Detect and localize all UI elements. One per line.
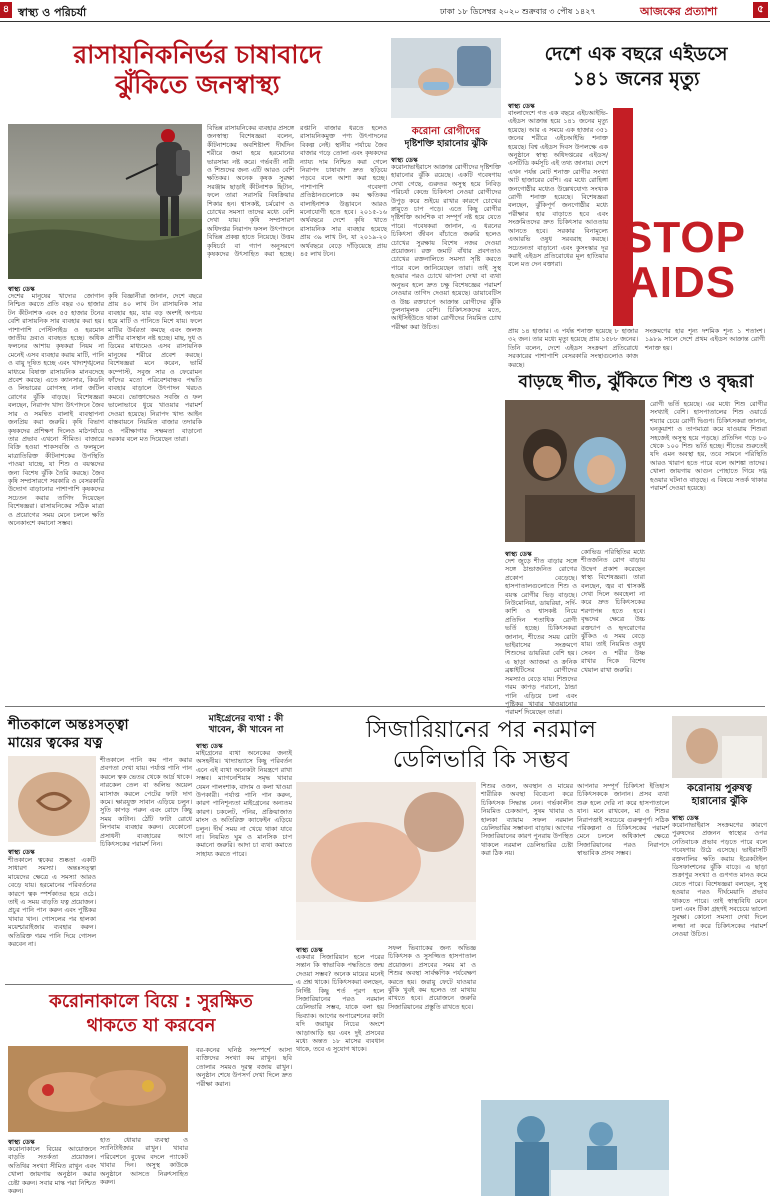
- article2-body-a: বাংলাদেশে গত এক বছরে এইচআইভি-এইডস আক্রান্ত হয়ে ১৪১ জনের মৃত্যু হয়েছে। আর এ সময়ে এক হাজার ৩৫১ জনের শরীরে এইচআইভি শনাক্ত হয়েছে। বিশ্ব এইডস দিবস উপলক্ষে এক অনুষ্ঠানে স্বাস্থ্য অধিদপ্তরের এইডস/এসটিডি কর্মসূচি এই তথ্য জানায়। দেশে এখন পর্যন্ত মোট শনাক্ত রোগীর সংখ্যা আট হাজারের বেশি। এর মধ্যে রোহিঙ্গা জনগোষ্ঠীর মধ্যেও উল্লেখযোগ্য সংখ্যক রোগী শনাক্ত হয়েছে। বিশেষজ্ঞরা বলছেন, ঝুঁকিপূর্ণ জনগোষ্ঠীর মধ্যে পরীক্ষার হার বাড়াতে হবে এবং সংক্রমিতদের দ্রুত চিকিৎসার আওতায় আনতে হবে। সরকার বিনামূল্যে এআরভি ওষুধ সরবরাহ করছে। সচেতনতা বাড়ানো এবং কুসংস্কার দূর করাই এইডস প্রতিরোধের মূল হাতিয়ার বলে মত দেন বক্তারা।: [508, 109, 608, 269]
- kicker-line-1: করোনা রোগীদের: [411, 126, 481, 137]
- article1-credit: স্বাস্থ্য ডেস্ক: [8, 285, 35, 293]
- article7-body-d: আপনার সম্পূর্ণ চিকিৎসা ইতিহাস চিকিৎসককে জানান। প্রসব ব্যথা শুরু হলে দেরি না করে হাসপাতালে যান। মনে রাখবেন, মা ও শিশুর নিরাপত্তাই সবচেয়ে গুরুত্বপূর্ণ। সঠিক পরিকল্পনা ও চিকিৎসকের পরামর্শ মেনে চললে অধিকাংশ ক্ষেত্রে সিজারিয়ানের পরও নিরাপদে স্বাভাবিক প্রসব সম্ভব।: [577, 782, 669, 858]
- article1-body-c: বিভিন্ন রাসায়নিকের ব্যবহার প্রসঙ্গে জনস্বাস্থ্য বিশেষজ্ঞরা বলেন, কীটনাশকের অবশিষ্টাংশ দীর্ঘদিন শরীরে জমা হয়ে হরমোনের ভারসাম্য নষ্ট করে। গর্ভবতী নারী ও শিশুদের জন্য এটি আরও বেশি ক্ষতিকর। অনেক কৃষক সুরক্ষা সরঞ্জাম ছাড়াই কীটনাশক ছিটান, ফলে তারা সরাসরি বিষক্রিয়ার শিকার হন। শ্বাসকষ্ট, চর্মরোগ ও চোখের সমস্যা তাদের মধ্যে বেশি দেখা যায়। কৃষি সম্প্রসারণ অধিদপ্তর নিরাপদ ফসল উৎপাদনে বিভিন্ন প্রকল্প হাতে নিয়েছে। উত্তম কৃষিচর্চা বা গ্যাপ অনুসরণে কৃষকদের উৎসাহিত করা হচ্ছে। রপ্তানি বাজার ধরতে হলেও রাসায়নিকমুক্ত পণ্য উৎপাদনের বিকল্প নেই। স্থানীয় পর্যায়ে জৈব বাজার গড়ে তোলা এবং কৃষকদের ন্যায্য দাম নিশ্চিত করা গেলে নিরাপদ চাষাবাদ দ্রুত ছড়িয়ে পড়বে বলে আশা করা হচ্ছে। পাশাপাশি গবেষণা প্রতিষ্ঠানগুলোকে কম ক্ষতিকর বালাইনাশক উদ্ভাবনে আরও মনোযোগী হতে হবে। ২০১৫-১৬ অর্থবছরে দেশে কৃষি খাতে রাসায়নিক সার ব্যবহার হয়েছে প্রায় ৩৯ লাখ টন, যা ২০১৯-২০ অর্থবছরে বেড়ে দাঁড়িয়েছে প্রায় ৪৫ লাখ টনে।: [207, 124, 387, 259]
- photo-operating-room: [481, 1100, 669, 1196]
- article5-credit: স্বাস্থ্য ডেস্ক: [8, 848, 35, 856]
- article5-body-a: শীতকালে ত্বকের শুষ্কতা একটি সাধারণ সমস্যা। অন্তঃসত্ত্বা মায়েদের ক্ষেত্রে এ সমস্যা আরও বেড়ে যায়। হরমোনের পরিবর্তনের কারণে ত্বক স্পর্শকাতর হয়ে ওঠে। তাই এ সময় বাড়তি যত্ন প্রয়োজন। প্রচুর পানি পান করুন এবং পুষ্টিকর খাবার খান। গোসলের পর হালকা ময়েশ্চারাইজার ব্যবহার করুন। অতিরিক্ত গরম পানি দিয়ে গোসল করবেন না।: [8, 856, 96, 949]
- page-number: ৫: [753, 2, 768, 18]
- article2-credit: স্বাস্থ্য ডেস্ক: [508, 102, 535, 110]
- stop-text: STOP: [623, 213, 747, 262]
- dateline: ঢাকা ১৮ ডিসেম্বর ২০২০ শুক্রবার ৩ পৌষ ১৪২৭: [440, 7, 596, 16]
- article8-body: করোনাভাইরাস সংক্রমণের কারণে পুরুষদের প্রজনন স্বাস্থ্যের ওপর নেতিবাচক প্রভাব পড়তে পারে বলে গবেষণায় উঠে এসেছে। ভাইরাসটি রক্তনালির ক্ষতি করায় ইরেকটাইল ডিসফাংশনের ঝুঁকি বাড়ে। এ ছাড়া শুক্রাণুর সংখ্যা ও গুণগত মানও কমে যেতে পারে। বিশেষজ্ঞরা বলছেন, সুস্থ হওয়ার পরও দীর্ঘমেয়াদি প্রভাব থাকতে পারে। তাই স্বাস্থ্যবিধি মেনে চলা এবং টিকা গ্রহণই সবচেয়ে ভালো সুরক্ষা। কোনো সমস্যা দেখা দিলে লজ্জা না করে চিকিৎসকের পরামর্শ নেওয়া উচিত।: [672, 821, 767, 939]
- headline-line-1: শীতকালে অন্তঃসত্ত্বা: [8, 717, 129, 733]
- article4-body-c: রোগী ভর্তি হয়েছে। এর মধ্যে শিশু রোগীর সংখ্যাই বেশি। হাসপাতালের শিশু ওয়ার্ডে শয্যার চেয়ে রোগী দ্বিগুণ। চিকিৎসকরা জানান, ঘনকুয়াশা ও তাপমাত্রা কমে যাওয়ায় শিশুরা সহজেই অসুস্থ হয়ে পড়ছে। প্রতিদিন গড়ে ৮০ থেকে ১০০ শিশু ভর্তি হচ্ছে। শীতের শুরুতেই যদি এমন অবস্থা হয়, তবে সামনে পরিস্থিতি আরও খারাপ হতে পারে বলে আশঙ্কা তাদের। খোলা জায়গায় আগুন পোহাতে গিয়ে দগ্ধ হওয়ার ঘটনাও বাড়ছে। এ বিষয়ে সতর্ক থাকার পরামর্শ দেওয়া হয়েছে।: [650, 400, 767, 493]
- article1-body-a: দেশের মানুষের খাদ্যের জোগান নিশ্চিত করতে প্রতি বছর ৩০ হাজার টন কীটনাশক এবং ৫৫ হাজার টনের বেশি রাসায়নিক সার ব্যবহার করা হয়। পাশাপাশি পেস্টিসাইড ও হরমোন জাতীয় দ্রব্যও ব্যবহৃত হচ্ছে। অধিক ফলনের আশায় কৃষকরা নিয়ম না মেনেই এসব ব্যবহার করায় মাটি, পানি ও বায়ু দূষিত হচ্ছে এবং খাদ্যশৃঙ্খলের মাধ্যমে বিষাক্ত রাসায়নিক মানবদেহে প্রবেশ করছে। এতে ক্যানসার, কিডনি ও লিভারের রোগসহ নানা জটিল রোগের ঝুঁকি বাড়ছে। বিশেষজ্ঞরা বলছেন, নিরাপদ খাদ্য উৎপাদনে জৈব সার ও সমন্বিত বালাই ব্যবস্থাপনা জনপ্রিয় করা জরুরি। কৃষি বিভাগ কৃষকদের প্রশিক্ষণ দিলেও মাঠপর্যায়ে তার প্রভাব এখনো সীমিত। বাজারে বিক্রি হওয়া শাকসবজি ও ফলমূলে মাত্রাতিরিক্ত কীটনাশকের উপস্থিতি পাওয়া যাচ্ছে, যা শিশু ও বয়স্কদের জন্য বিশেষ ঝুঁকি তৈরি করছে। জৈব কৃষি সম্প্রসারণে সরকারি ও বেসরকারি উদ্যোগ বাড়ানোর পাশাপাশি কৃষকদের সচেতন করার তাগিদ দিয়েছেন বিশেষজ্ঞরা। রাসায়নিকের সঠিক মাত্রা ও প্রয়োগের সময় মেনে চললে ক্ষতি অনেকাংশে কমানো সম্ভব।: [8, 292, 104, 527]
- aids-text: AIDS: [627, 258, 737, 307]
- headline-winter-risk: [505, 370, 767, 394]
- headline-wedding: [8, 990, 294, 1038]
- photo-worried-man: [672, 716, 767, 778]
- article1-body-b: কৃষি বিজ্ঞানীরা জানান, দেশে বছরে প্রায় ৪০ লাখ টন রাসায়নিক সার ব্যবহার হয়, যার বড় অংশই অপচয় হয়ে মাটি ও পানিতে মিশে যায়। ফলে মাটির উর্বরতা কমছে এবং জলজ প্রাণীর বাসস্থান নষ্ট হচ্ছে। মাছ, দুধ ও ডিমের মাধ্যমেও এসব রাসায়নিক মানুষের শরীরে প্রবেশ করছে। বিশেষজ্ঞরা মনে করেন, ভার্মি কম্পোস্ট, সবুজ সার ও ফেরোমন ফাঁদের মতো পরিবেশবান্ধব পদ্ধতি ব্যবহার বাড়ালে উৎপাদন খরচও কমবে। ভোক্তাদেরও সবজি ও ফল ভালোভাবে ধুয়ে খাওয়ার পরামর্শ দেওয়া হয়েছে। নিরাপদ খাদ্য আইন বাস্তবায়নে নিয়মিত বাজার তদারকি ও পরীক্ষাগার সক্ষমতা বাড়ানো দরকার বলে মত দিয়েছেন তারা।: [108, 292, 202, 443]
- section-tab: ৪: [0, 2, 12, 18]
- headline-line-2: ডেলিভারি কি সম্ভব: [392, 747, 570, 773]
- headline-line-2: মায়ের ত্বকের যত্ন: [8, 735, 103, 751]
- headline-aids-deaths: [505, 42, 767, 92]
- headline-pregnant-skin: [8, 716, 188, 752]
- photo-wedding-hands: [8, 1046, 188, 1132]
- headline-line-1: দেশে এক বছরে এইডসে: [544, 43, 728, 65]
- article8-credit: স্বাস্থ্য ডেস্ক: [672, 814, 699, 822]
- headline-chemical-farming: [10, 40, 385, 100]
- headline-line-2: ঝুঁকিতে জনস্বাস্থ্য: [115, 70, 280, 99]
- article9-body-a: করোনাকালে বিয়ের আয়োজনে বাড়তি সতর্কতা প্রয়োজন। অতিথির সংখ্যা সীমিত রাখুন এবং খোলা জায়গায় অনুষ্ঠান করার চেষ্টা করুন। সবার মাস্ক পরা নিশ্চিত করুন।: [8, 1145, 96, 1196]
- headline-line-1: করোনাকালে বিয়ে : সুরক্ষিত: [49, 991, 253, 1012]
- headline-text: বাড়ছে শীত, ঝুঁকিতে শিশু ও বৃদ্ধরা: [518, 372, 754, 392]
- article9-body-c: বর-কনের ঘনিষ্ঠ সংস্পর্শে আসা ব্যক্তিদের সংখ্যা কম রাখুন। ছবি তোলার সময়ও দূরত্ব বজায় রাখুন। অনুষ্ঠান শেষে উপসর্গ দেখা দিলে দ্রুত পরীক্ষা করান।: [196, 1046, 292, 1088]
- article4-body-a: দেশ জুড়ে শীত বাড়ার সঙ্গে সঙ্গে ঠান্ডাজনিত রোগের প্রকোপ বেড়েছে। হাসপাতালগুলোতে শিশু ও বয়স্ক রোগীর ভিড় বাড়ছে। নিউমোনিয়া, ডায়রিয়া, সর্দি-কাশি ও শ্বাসকষ্ট নিয়ে প্রতিদিন শতাধিক রোগী ভর্তি হচ্ছে। চিকিৎসকরা জানান, শীতের সময় রোটা ভাইরাসের সংক্রমণে শিশুদের ডায়রিয়া বেশি হয়। এ ছাড়া অ্যাজমা ও ক্রনিক ব্রঙ্কাইটিসের রোগীদের সমস্যাও বেড়ে যায়। শিশুদের গরম কাপড় পরানো, ঠান্ডা পানি এড়িয়ে চলা এবং পুষ্টিকর খাবার খাওয়ানোর পরামর্শ দিয়েছেন তারা।: [505, 557, 577, 717]
- article2-body-c: সংক্রমণের হার শূন্য দশমিক শূন্য ১ শতাংশ। ১৯৮৯ সালে দেশে প্রথম এইডস আক্রান্ত রোগী শনাক্ত হয়।: [645, 327, 765, 352]
- headline-line-1: রাসায়নিকনির্ভর চাষাবাদে: [73, 40, 322, 69]
- photo-newborn: [296, 782, 476, 940]
- article5-body-b: শীতকালে পানি কম পান করার প্রবণতা দেখা যায়। পর্যাপ্ত পানি পান করলে ত্বক ভেতর থেকে আর্দ্র থাকে। নারকেল তেল বা অলিভ অয়েল ম্যাসাজ করলে পেটের ফাটা দাগ কমে। ক্ষারযুক্ত সাবান এড়িয়ে চলুন। সুতি কাপড় পরুন এবং রোদে কিছু সময় কাটান। ঠোঁট ফাটা রোধে লিপবাম ব্যবহার করুন। যেকোনো প্রসাধনী ব্যবহারের আগে চিকিৎসকের পরামর্শ নিন।: [100, 756, 192, 849]
- headline-line-2: হারানোর ঝুঁকি: [691, 796, 748, 807]
- photo-covid-patient: [391, 38, 501, 118]
- article9-credit: স্বাস্থ্য ডেস্ক: [8, 1138, 35, 1146]
- article7-body-c: শিশুর ওজন, অবস্থান ও মায়ের শারীরিক অবস্থা বিবেচনা করে চিকিৎসক সিদ্ধান্ত নেন। গর্ভকালীন নিয়মিত চেকআপ, সুষম খাবার ও হালকা ব্যায়াম সফল নরমাল ডেলিভারির সম্ভাবনা বাড়ায়। আগের সিজারিয়ানের কারণ পুনরায় উপস্থিত থাকলে নরমাল ডেলিভারির চেষ্টা করা ঠিক নয়।: [481, 782, 573, 858]
- article6-body: মাইগ্রেনের ব্যথা অনেকের জন্যই অসহনীয়। খাদ্যাভ্যাসে কিছু পরিবর্তন এনে এই ব্যথা অনেকটা নিয়ন্ত্রণে রাখা সম্ভব। ম্যাগনেশিয়াম সমৃদ্ধ খাবার যেমন পালংশাক, বাদাম ও কলা খাওয়া উপকারী। পর্যাপ্ত পানি পান করুন, কারণ পানিশূন্যতা মাইগ্রেনের অন্যতম কারণ। চকলেট, পনির, প্রক্রিয়াজাত মাংস ও অতিরিক্ত ক্যাফেইন এড়িয়ে চলুন। দীর্ঘ সময় না খেয়ে থাকা যাবে না। নিয়মিত ঘুম ও মানসিক চাপ কমানো জরুরি। আদা চা ব্যথা কমাতে সাহায্য করতে পারে।: [196, 749, 292, 858]
- headline-c-section: [296, 715, 666, 775]
- photo-farmer-spraying: [8, 124, 202, 279]
- article7-credit: স্বাস্থ্য ডেস্ক: [296, 946, 323, 954]
- page-header: [0, 0, 770, 22]
- article7-body-b: সফল ভিব্যাকের জন্য অভিজ্ঞ চিকিৎসক ও সুসজ্জিত হাসপাতাল প্রয়োজন। প্রসবের সময় মা ও শিশুর অবস্থা সার্বক্ষণিক পর্যবেক্ষণ করতে হয়। জরায়ু ফেটে যাওয়ার ঝুঁকি খুবই কম হলেও তা মাথায় রাখতে হবে। প্রয়োজনে জরুরি সিজারিয়ানের প্রস্তুতি রাখতে হবে।: [388, 944, 476, 1011]
- kicker-covid-eyes: [391, 126, 501, 150]
- photo-mother-and-child: [505, 400, 645, 542]
- photo-pregnant-belly: [8, 756, 96, 842]
- rule-bottom-divider: [5, 984, 293, 985]
- headline-line-1: করোনায় পুরুষত্ব: [687, 783, 752, 794]
- paper-name: আজকের প্রত্যাশা: [640, 5, 718, 18]
- article4-body-b: কোভিড পরিস্থিতির মধ্যে শীতজনিত রোগ বাড়ায় উদ্বেগ প্রকাশ করেছেন স্বাস্থ্য বিশেষজ্ঞরা। তারা বলছেন, জ্বর বা শ্বাসকষ্ট দেখা দিলে অবহেলা না করে দ্রুত চিকিৎসকের শরণাপন্ন হতে হবে। বৃদ্ধদের ক্ষেত্রে উচ্চ রক্তচাপ ও হৃদরোগের ঝুঁকিও এ সময় বেড়ে যায়। তাই নিয়মিত ওষুধ সেবন ও শরীর উষ্ণ রাখার দিকে বিশেষ খেয়াল রাখা জরুরি।: [581, 548, 645, 674]
- headline-text: মাইগ্রেনের ব্যথা : কী খাবেন, কী খাবেন না: [208, 714, 284, 735]
- headline-covid-male: [672, 782, 767, 808]
- headline-line-1: সিজারিয়ানের পর নরমাল: [366, 717, 596, 743]
- article6-credit: স্বাস্থ্য ডেস্ক: [196, 742, 223, 750]
- headline-migraine: [196, 714, 296, 736]
- stop-aids-graphic: [613, 108, 767, 326]
- article2-body-b: প্রায় ১৪ হাজার। এ পর্যন্ত শনাক্ত হয়েছে ৮ হাজার ৩২ জন। তার মধ্যে মৃত্যু হয়েছে প্রায় ১৫৮৮ জনের। তিনি বলেন, দেশে এইডস সংক্রমণ প্রতিরোধে সরকারের পাশাপাশি বেসরকারি সংস্থাগুলোও কাজ করছে।: [508, 327, 638, 369]
- kicker-line-2: দৃষ্টিশক্তি হারানোর ঝুঁকি: [404, 139, 488, 149]
- article9-body-b: হাত ধোয়ার ব্যবস্থা ও স্যানিটাইজার রাখুন। খাবার পরিবেশনে বুফের বদলে প্যাকেট খাবার দিন। অসুস্থ কাউকে অনুষ্ঠানে আসতে নিরুৎসাহিত করুন।: [100, 1136, 188, 1187]
- article4-credit: স্বাস্থ্য ডেস্ক: [505, 550, 532, 558]
- headline-line-2: থাকতে যা করবেন: [86, 1015, 216, 1036]
- article3-credit: স্বাস্থ্য ডেস্ক: [391, 156, 418, 164]
- headline-line-2: ১৪১ জনের মৃত্যু: [572, 68, 700, 90]
- rule-top-divider: [5, 706, 765, 707]
- article3-body: করোনাভাইরাসে আক্রান্ত রোগীদের দৃষ্টিশক্তি হারানোর ঝুঁকি রয়েছে। একটি গবেষণায় দেখা গেছে, গুরুতর অসুস্থ হয়ে নিবিড় পরিচর্যা কেন্দ্রে চিকিৎসা নেওয়া রোগীদের উপুড় করে শুইয়ে রাখার কারণে চোখের স্নায়ুতে চাপ পড়ে। এতে কিছু রোগীর দৃষ্টিশক্তি আংশিক বা সম্পূর্ণ নষ্ট হয়ে যেতে পারে। গবেষকরা জানান, এ ধরনের চিকিৎসা জীবন বাঁচাতে জরুরি হলেও চোখের সুরক্ষায় বিশেষ নজর দেওয়া প্রয়োজন। রক্ত জমাট বাঁধার প্রবণতাও চোখের রক্তনালিতে সমস্যা সৃষ্টি করতে পারে বলে জানিয়েছেন তারা। তাই সুস্থ হওয়ার পরও চোখে ঝাপসা দেখা বা ব্যথা অনুভব হলে দ্রুত চক্ষু বিশেষজ্ঞের পরামর্শ নেওয়ার তাগিদ দেওয়া হয়েছে। ডায়াবেটিস ও উচ্চ রক্তচাপে আক্রান্ত রোগীদের ঝুঁকি তুলনামূলক বেশি। চিকিৎসকদের মতে, আইসিইউতে থাকা রোগীদের নিয়মিত চোখ পরীক্ষা করা উচিত।: [391, 163, 501, 331]
- article7-body-a: একবার সিজারিয়ান হলে পরের সন্তান কি স্বাভাবিক পদ্ধতিতে জন্ম দেওয়া সম্ভব? অনেক মায়ের মনেই এ প্রশ্ন থাকে। চিকিৎসকরা বলছেন, নির্দিষ্ট কিছু শর্ত পূরণ হলে সিজারিয়ানের পরও নরমাল ডেলিভারি সম্ভব, যাকে বলা হয় ভিব্যাক। আগের অপারেশনের কাটা যদি জরায়ুর নিচের অংশে আড়াআড়ি হয় এবং দুই প্রসবের মধ্যে অন্তত ১৮ মাসের ব্যবধান থাকে, তবে এ সুযোগ থাকে।: [296, 953, 384, 1054]
- section-name: স্বাস্থ্য ও পরিচর্যা: [18, 6, 87, 19]
